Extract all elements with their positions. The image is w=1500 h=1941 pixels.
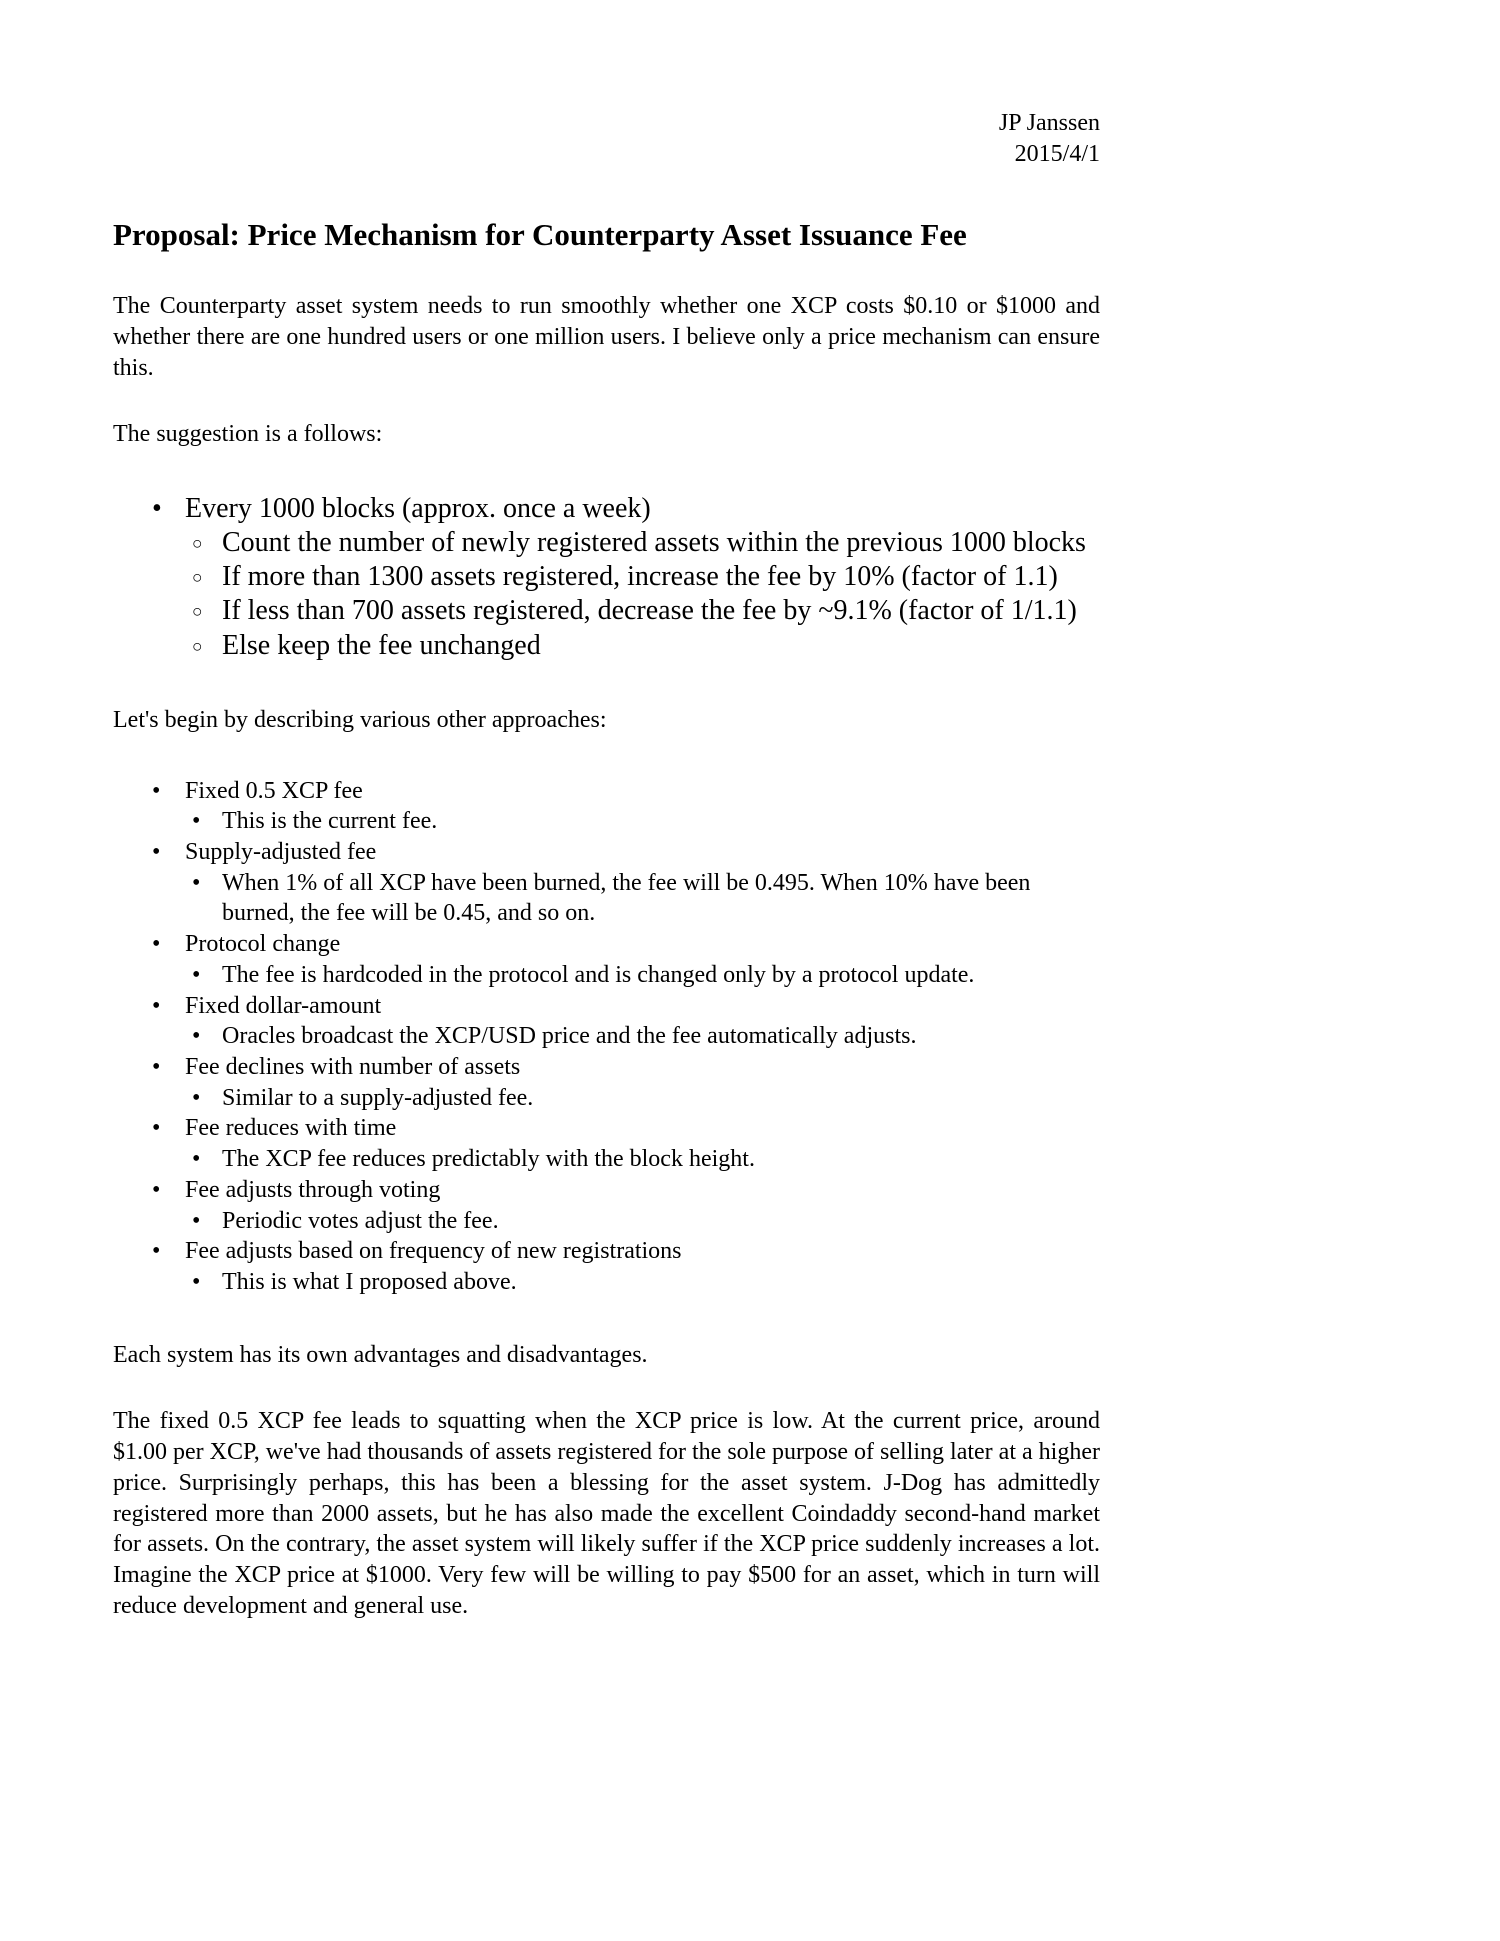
list-item-text: Count the number of newly registered assets within the previous 1000 blocks: [222, 527, 1086, 559]
list-item-text: Else keep the fee unchanged: [222, 629, 541, 661]
list-item: [113, 837, 1100, 868]
list-item: [113, 929, 1100, 960]
document-header: [113, 108, 1100, 170]
bullet-icon: [152, 1236, 185, 1267]
approach-label: Fixed dollar-amount: [185, 992, 382, 1019]
page-title: Proposal: Price Mechanism for Counterparty Asset Issuance Fee: [113, 217, 967, 253]
bullet-icon: [192, 1144, 222, 1175]
suggestion-lead: The suggestion is a follows:: [113, 421, 383, 448]
list-item: [113, 868, 1100, 929]
list-item-text: If more than 1300 assets registered, increase the fee by 10% (factor of 1.1): [222, 561, 1058, 593]
list-item: [113, 492, 1100, 526]
summary-paragraph: Each system has its own advantages and disadvantages.: [113, 1341, 648, 1368]
list-item: [113, 960, 1100, 991]
bullet-icon: [152, 1175, 185, 1206]
list-item: [113, 776, 1100, 807]
list-item: [113, 1236, 1100, 1267]
bullet-icon: [152, 929, 185, 960]
suggestion-list: [113, 492, 1100, 663]
bullet-icon: [152, 492, 185, 526]
approach-detail: When 1% of all XCP have been burned, the fee will be 0.495. When 10% have been burned, the fee will be 0.45, and so on.: [222, 869, 1031, 927]
list-item: [113, 1175, 1100, 1206]
approach-label: Supply-adjusted fee: [185, 838, 377, 865]
list-item-text: If less than 700 assets registered, decrease the fee by ~9.1% (factor of 1/1.1): [222, 595, 1077, 627]
bullet-icon: [192, 1267, 222, 1298]
bullet-icon: [152, 1113, 185, 1144]
approach-detail: This is the current fee.: [222, 808, 438, 835]
approach-label: Fee reduces with time: [185, 1115, 397, 1142]
list-item: [113, 806, 1100, 837]
approach-label: Fee adjusts through voting: [185, 1176, 441, 1203]
list-item: [113, 629, 1100, 663]
bullet-icon: [192, 960, 222, 991]
date-line: 2015/4/1: [1014, 141, 1100, 168]
list-item: [113, 1113, 1100, 1144]
list-item: [113, 1144, 1100, 1175]
list-item: [113, 1083, 1100, 1114]
approaches-lead: Let's begin by describing various other approaches:: [113, 706, 607, 733]
bullet-icon: [192, 806, 222, 837]
approach-label: Protocol change: [185, 931, 341, 958]
list-item: [113, 1052, 1100, 1083]
list-item: [113, 1206, 1100, 1237]
approach-label: Fee declines with number of assets: [185, 1053, 521, 1080]
bullet-icon: [152, 776, 185, 807]
list-item: [113, 1267, 1100, 1298]
approaches-list: [113, 776, 1100, 1298]
list-item: [113, 991, 1100, 1022]
approach-detail: The XCP fee reduces predictably with the block height.: [222, 1146, 755, 1173]
circle-bullet-icon: [192, 526, 222, 560]
closing-paragraph: The fixed 0.5 XCP fee leads to squatting when the XCP price is low. At the current price, around $1.00 per XCP, we've had thousands of assets registered for the sole purpose of selling later at a higher price. Surprisingly perhaps, this has been a blessing for the asset system. J-Dog has admittedly registered more than 2000 assets, but he has also made the excellent Coindaddy second-hand market for assets. On the contrary, the asset system will likely suffer if the XCP price suddenly increases a lot. Imagine the XCP price at $1000. Very few will be willing to pay $500 for an asset, which in turn will reduce development and general use.: [113, 1408, 1100, 1619]
bullet-icon: [192, 1083, 222, 1114]
list-item-text: Every 1000 blocks (approx. once a week): [185, 493, 651, 524]
bullet-icon: [192, 1206, 222, 1237]
bullet-icon: [152, 837, 185, 868]
approach-label: Fixed 0.5 XCP fee: [185, 777, 363, 804]
circle-bullet-icon: [192, 629, 222, 663]
approach-detail: The fee is hardcoded in the protocol and is changed only by a protocol update.: [222, 961, 975, 988]
bullet-icon: [152, 991, 185, 1022]
author-line: JP Janssen: [998, 110, 1100, 136]
intro-paragraph: The Counterparty asset system needs to run smoothly whether one XCP costs $0.10 or $1000 and whether there are one hundred users or one million users. I believe only a price mechanism can ensure this.: [113, 293, 1100, 381]
circle-bullet-icon: [192, 594, 222, 628]
bullet-icon: [192, 868, 222, 899]
list-item: [113, 526, 1100, 560]
approach-detail: This is what I proposed above.: [222, 1269, 517, 1295]
approach-detail: Similar to a supply-adjusted fee.: [222, 1084, 534, 1111]
circle-bullet-icon: [192, 560, 222, 594]
bullet-icon: [152, 1052, 185, 1083]
approach-label: Fee adjusts based on frequency of new registrations: [185, 1238, 682, 1265]
approach-detail: Periodic votes adjust the fee.: [222, 1207, 499, 1234]
document-page: [113, 0, 1100, 1621]
list-item: [113, 560, 1100, 594]
list-item: [113, 1021, 1100, 1052]
bullet-icon: [192, 1021, 222, 1052]
approach-detail: Oracles broadcast the XCP/USD price and the fee automatically adjusts.: [222, 1023, 917, 1050]
list-item: [113, 594, 1100, 628]
